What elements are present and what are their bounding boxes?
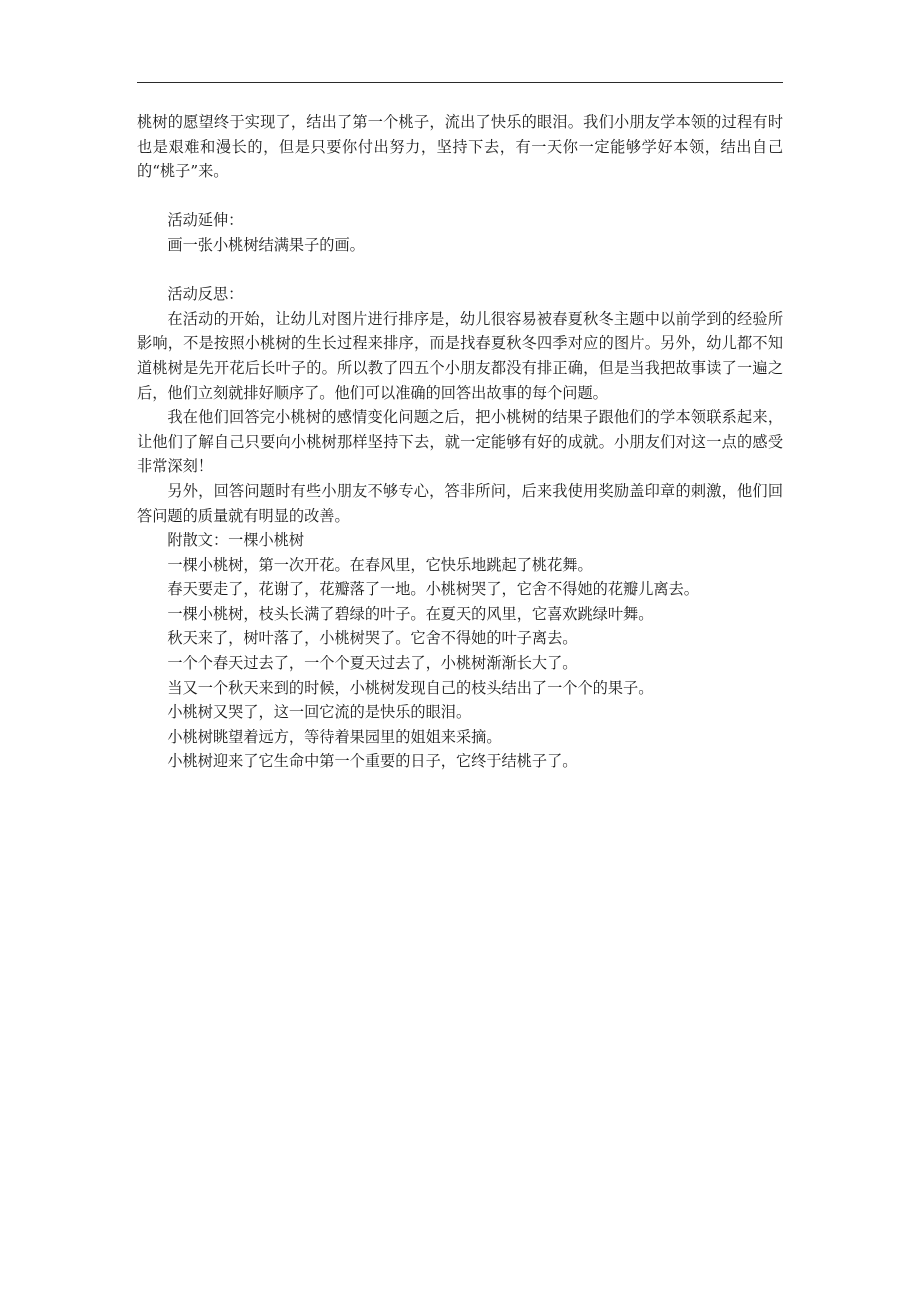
paragraph-reflection-2: 我在他们回答完小桃树的感情变化问题之后，把小桃树的结果子跟他们的学本领联系起来，让他们了解自己只要向小桃树那样坚持下去，就一定能够有好的成就。小朋友们对这一点的感受非常深刻！ bbox=[137, 408, 783, 476]
paragraph-reflection-1: 在活动的开始，让幼儿对图片进行排序是，幼儿很容易被春夏秋冬主题中以前学到的经验所影响，不是按照小桃树的生长过程来排序，而是找春夏秋冬四季对应的图片。另外，幼儿都不知道桃树是先开花后长叶子的。所以教了四五个小朋友都没有排正确，但是当我把故事读了一遍之后，他们立刻就排好顺序了。他们可以准确的回答出故事的每个问题。 bbox=[137, 309, 783, 402]
section-heading-prose: 附散文：一棵小桃树 bbox=[167, 531, 305, 550]
section-heading-reflection: 活动反思： bbox=[167, 285, 244, 304]
prose-line: 一棵小桃树，第一次开花。在春风里，它快乐地跳起了桃花舞。 bbox=[167, 555, 593, 574]
section-heading-extension: 活动延伸： bbox=[167, 211, 244, 230]
document-body bbox=[137, 110, 783, 774]
paragraph-reflection-3: 另外，回答问题时有些小朋友不够专心，答非所问，后来我使用奖励盖印章的刺激，他们回答问题的质量就有明显的改善。 bbox=[137, 481, 783, 525]
paragraph-extension: 画一张小桃树结满果子的画。 bbox=[167, 235, 365, 254]
header-rule bbox=[137, 82, 783, 83]
prose-line: 一棵小桃树，枝头长满了碧绿的叶子。在夏天的风里，它喜欢跳绿叶舞。 bbox=[167, 604, 654, 623]
prose-line: 春天要走了，花谢了，花瓣落了一地。小桃树哭了，它舍不得她的花瓣儿离去。 bbox=[167, 580, 699, 599]
prose-line: 一个个春天过去了，一个个夏天过去了，小桃树渐渐长大了。 bbox=[167, 654, 578, 673]
paragraph-intro-continuation: 桃树的愿望终于实现了，结出了第一个桃子，流出了快乐的眼泪。我们小朋友学本领的过程有时也是艰难和漫长的，但是只要你付出努力，坚持下去，有一天你一定能够学好本领，结出自己的“桃子”来。 bbox=[137, 113, 783, 181]
spacer bbox=[137, 258, 783, 283]
prose-line: 小桃树眺望着远方，等待着果园里的姐姐来采摘。 bbox=[167, 727, 502, 746]
spacer bbox=[137, 184, 783, 209]
prose-line: 当又一个秋天来到的时候，小桃树发现自己的枝头结出了一个个的果子。 bbox=[167, 678, 654, 697]
prose-line: 小桃树又哭了，这一回它流的是快乐的眼泪。 bbox=[167, 703, 472, 722]
prose-line: 秋天来了，树叶落了，小桃树哭了。它舍不得她的叶子离去。 bbox=[167, 629, 578, 648]
prose-line: 小桃树迎来了它生命中第一个重要的日子，它终于结桃子了。 bbox=[167, 752, 578, 771]
